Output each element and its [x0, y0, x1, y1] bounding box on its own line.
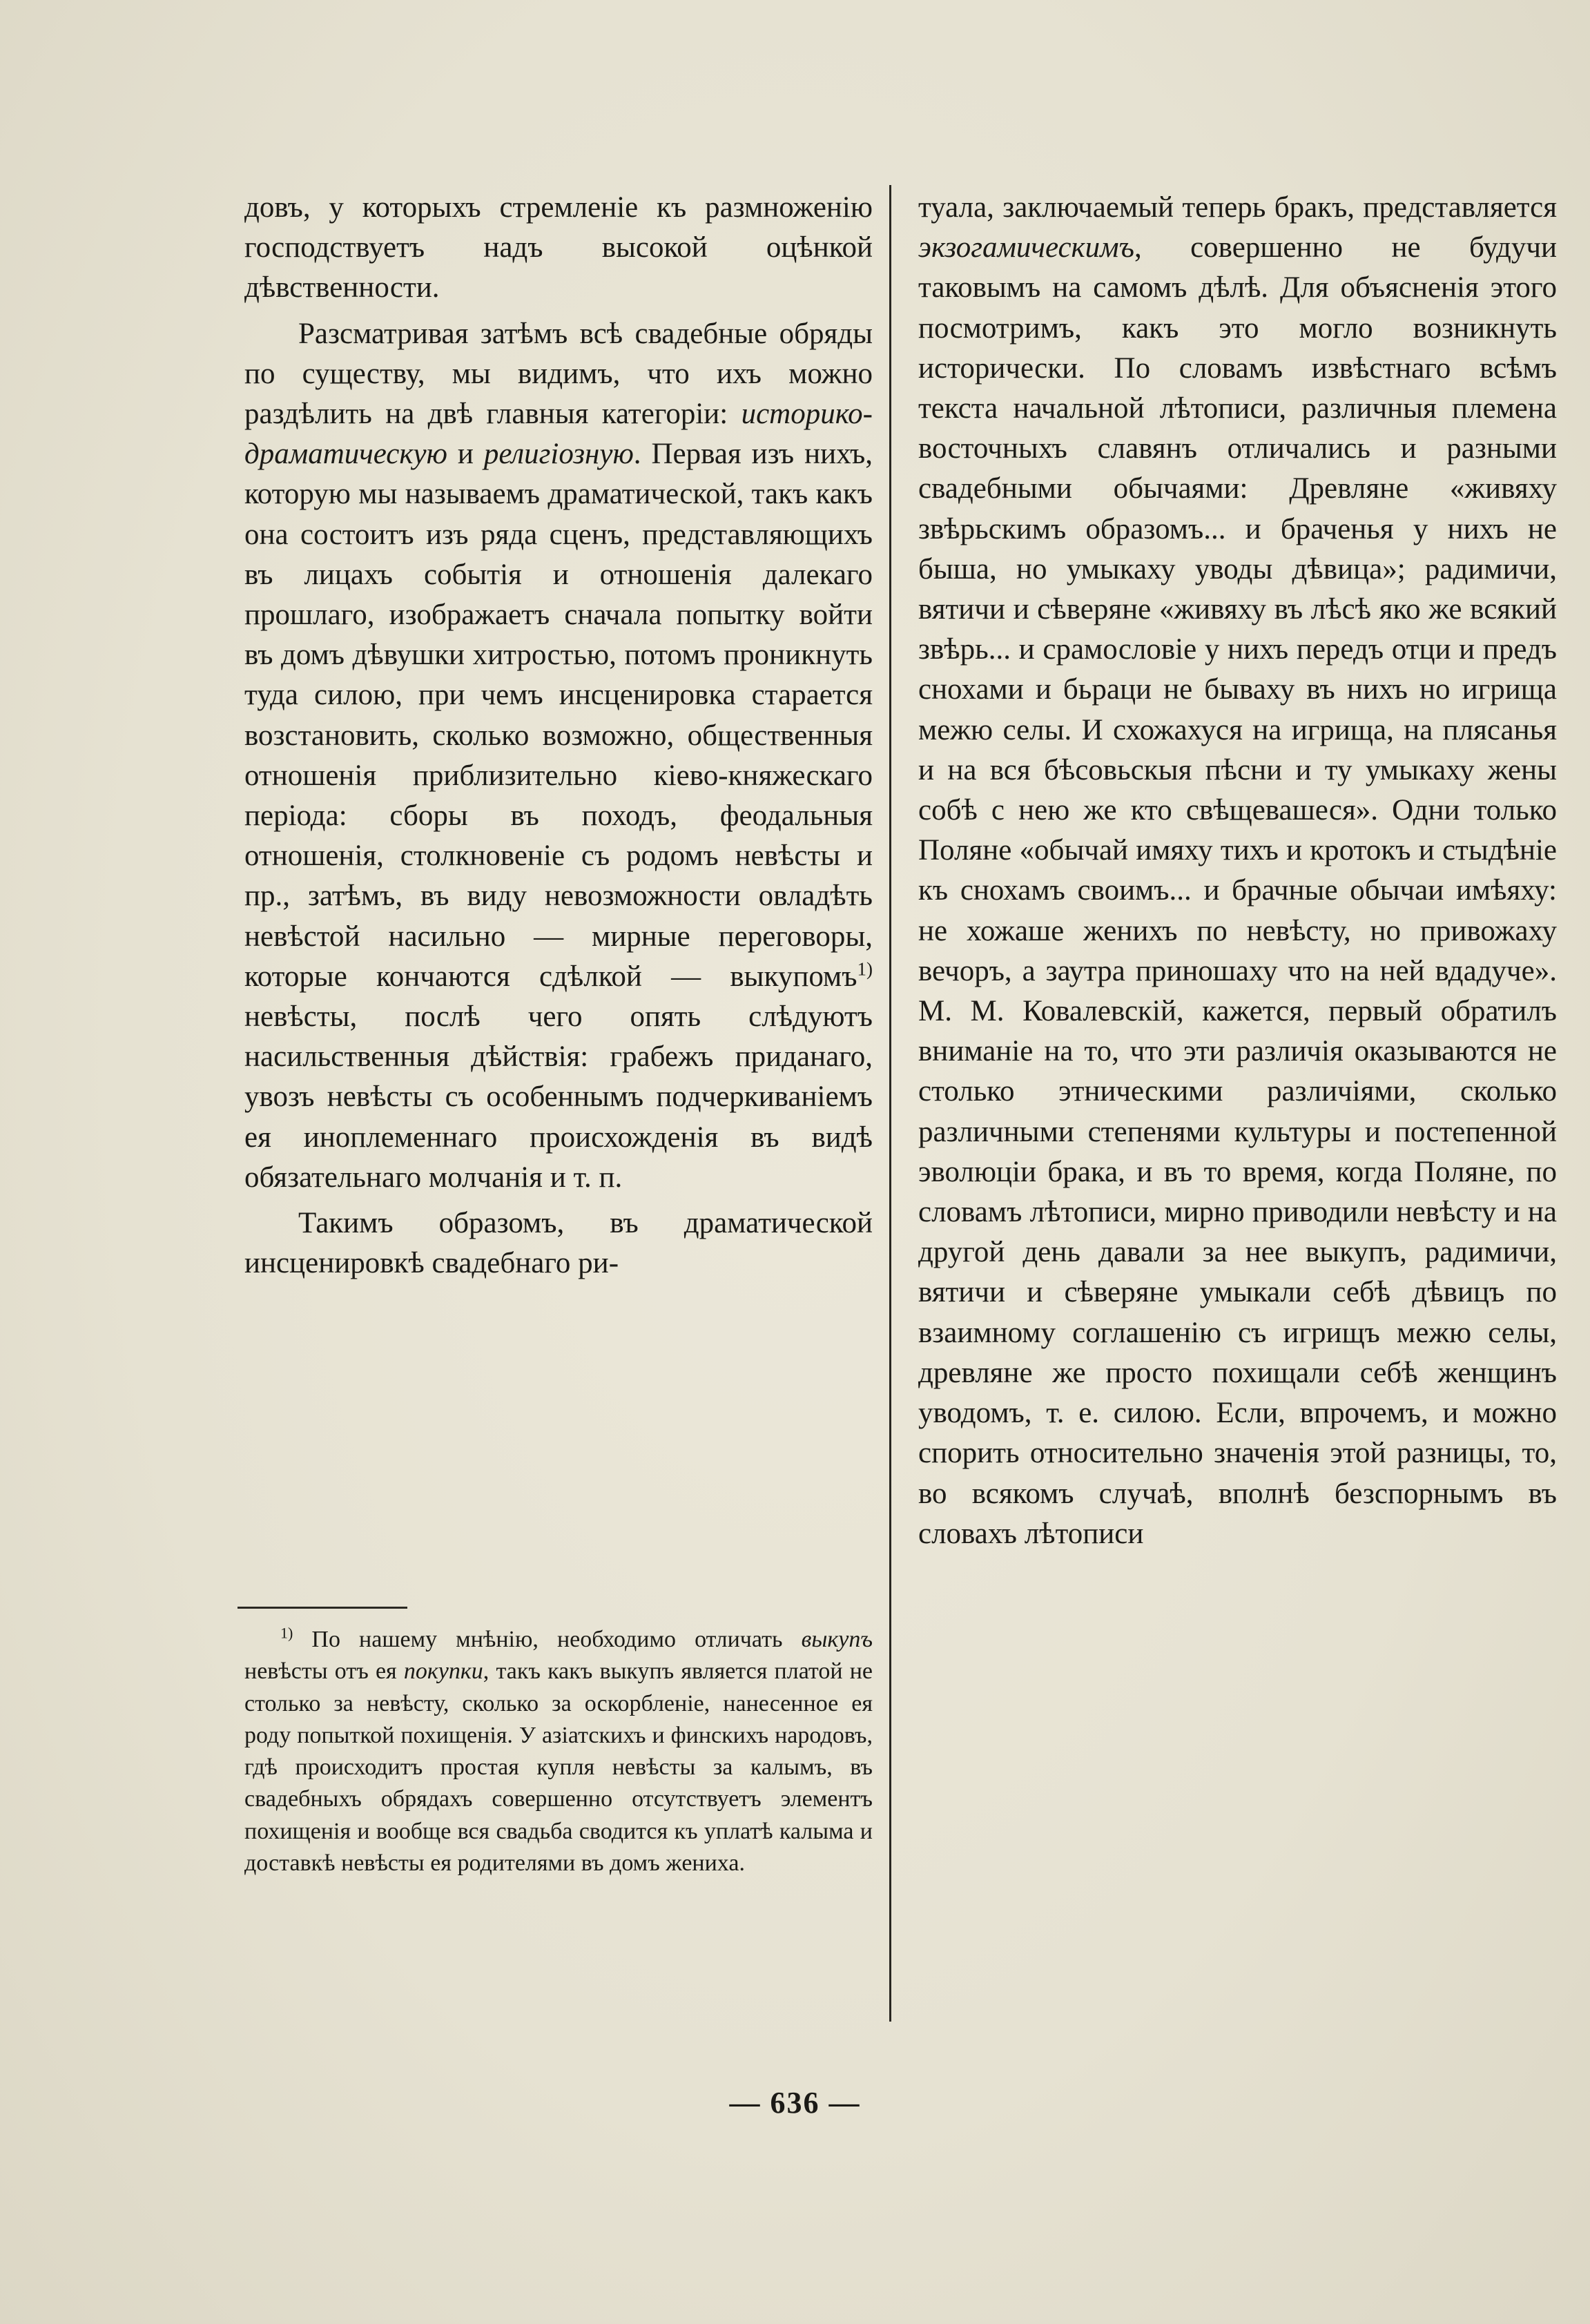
paragraph-continued: довъ, у которыхъ стремленіе къ размноженію господствуетъ надъ высокой оцѣнкой дѣвственности.: [244, 191, 873, 304]
right-text-column: [918, 188, 1557, 1554]
text-run: и: [447, 438, 484, 471]
italic-term: выкупъ: [801, 1627, 873, 1652]
page-number: — 636 —: [729, 2086, 861, 2120]
footnote-reference: 1): [857, 958, 873, 980]
paragraph-chronicle: [918, 188, 1557, 1554]
text-run: невѣсты отъ ея: [244, 1658, 404, 1685]
footnote-rule: [237, 1607, 407, 1609]
text-run: . Первая изъ нихъ, которую мы называемъ драматической, такъ какъ она состоитъ изъ ряда сценъ, представляющихъ въ лицахъ событія и отношенія далекаго прошлаго, изображаетъ сначала попытку войти въ домъ дѣвушки хитростью, потомъ проникнуть туда силою, при чемъ инсценировка старается возстановить, сколько возможно, общественныя отношенія приблизительно кіево-княжескаго періода: сборы въ походъ, феодальныя отношенія, столкновеніе съ родомъ невѣсты и пр., затѣмъ, въ виду невозможности овладѣть невѣстой насильно — мирные переговоры, которые кончаются сдѣлкой — выкупомъ: [244, 438, 873, 993]
column-divider: [889, 185, 891, 2022]
italic-term: экзогамическимъ: [918, 231, 1134, 264]
italic-term: историко-драматическую: [244, 398, 873, 471]
text-run: , такъ какъ выкупъ является платой не столько за невѣсту, сколько за оскорбленіе, нанесенное ея роду попыткой похищенія. У азіатскихъ и финскихъ народовъ, гдѣ происходитъ простая купля невѣсты за калымъ, въ свадебныхъ обрядахъ совершенно отсутствуетъ элементъ похищенія и вообще вся свадьба сводится къ уплатѣ калыма и доставкѣ невѣсты ея родителями въ домъ жениха.: [244, 1658, 873, 1877]
text-run: Разсматривая затѣмъ всѣ свадебные обряды по существу, мы видимъ, что ихъ можно раздѣлить на двѣ главныя категоріи:: [244, 317, 873, 431]
italic-term: религіозную: [483, 438, 634, 471]
paragraph-conclusion: Такимъ образомъ, въ драматической инсценировкѣ свадебнаго ри-: [244, 1207, 873, 1280]
paragraph-categories: [244, 314, 873, 1198]
text-run: , совершенно не будучи таковымъ на самомъ дѣлѣ. Для объясненія этого посмотримъ, какъ это могло возникнуть исторически. По словамъ извѣстнаго всѣмъ текста начальной лѣтописи, различныя племена восточныхъ славянъ отличались и разными свадебными обычаями: Древляне «живяху звѣрьскимъ образомъ... и браченья у нихъ не быша, но умыкаху уводы дѣвица»; радимичи, вятичи и сѣверяне «живяху въ лѣсѣ яко же всякий звѣрь... и срамословіе у нихъ передъ отци и предъ снохами и бьраци не бываху въ нихъ но игрища межю селы. И схожахуся на игрища, на плясанья и на вся бѣсовьскыя пѣсни и ту умыкаху жены собѣ с нею же кто свѣщевашеся». Одни только Поляне «обычай имяху тихъ и кротокъ и стыдѣніе къ снохамъ своимъ... и брачные обычаи имѣяху: не хожаше женихъ по невѣсту, но привожаху вечоръ, а заутра приношаху что на ней вдадуче». М. М. Ковалевскій, кажется, первый обратилъ вниманіе на то, что эти различія оказываются не столько этническими различіями, сколько различными степенями культуры и постепенной эволюціи брака, и въ то время, когда Поляне, по словамъ лѣтописи, мирно приводили невѣсту и на другой день давали за нее выкупъ, радимичи, вятичи и сѣверяне умыкали себѣ дѣвицъ по взаимному соглашенію съ игрищъ межю селы, древляне же просто похищали себѣ женщинъ уводомъ, т. е. силою. Если, впрочемъ, и можно спорить относительно значенія этой разницы, то, во всякомъ случаѣ, вполнѣ безспорнымъ въ словахъ лѣтописи: [918, 231, 1557, 1550]
footnote-text: [244, 1624, 873, 1879]
text-run: По нашему мнѣнію, необходимо отличать: [293, 1627, 802, 1652]
footnote-mark: 1): [280, 1624, 293, 1642]
left-text-column: [244, 188, 873, 1284]
text-run: невѣсты, послѣ чего опять слѣдуютъ насильственныя дѣйствія: грабежъ приданаго, увозъ невѣсты съ особеннымъ подчеркиваніемъ ея иноплеменнаго происхожденія въ видѣ обязательнаго молчанія и т. п.: [244, 1000, 873, 1194]
text-run: туала, заключаемый теперь бракъ, представляется: [918, 191, 1557, 224]
italic-term: покупки: [403, 1658, 483, 1685]
footnote: [244, 1624, 873, 1879]
